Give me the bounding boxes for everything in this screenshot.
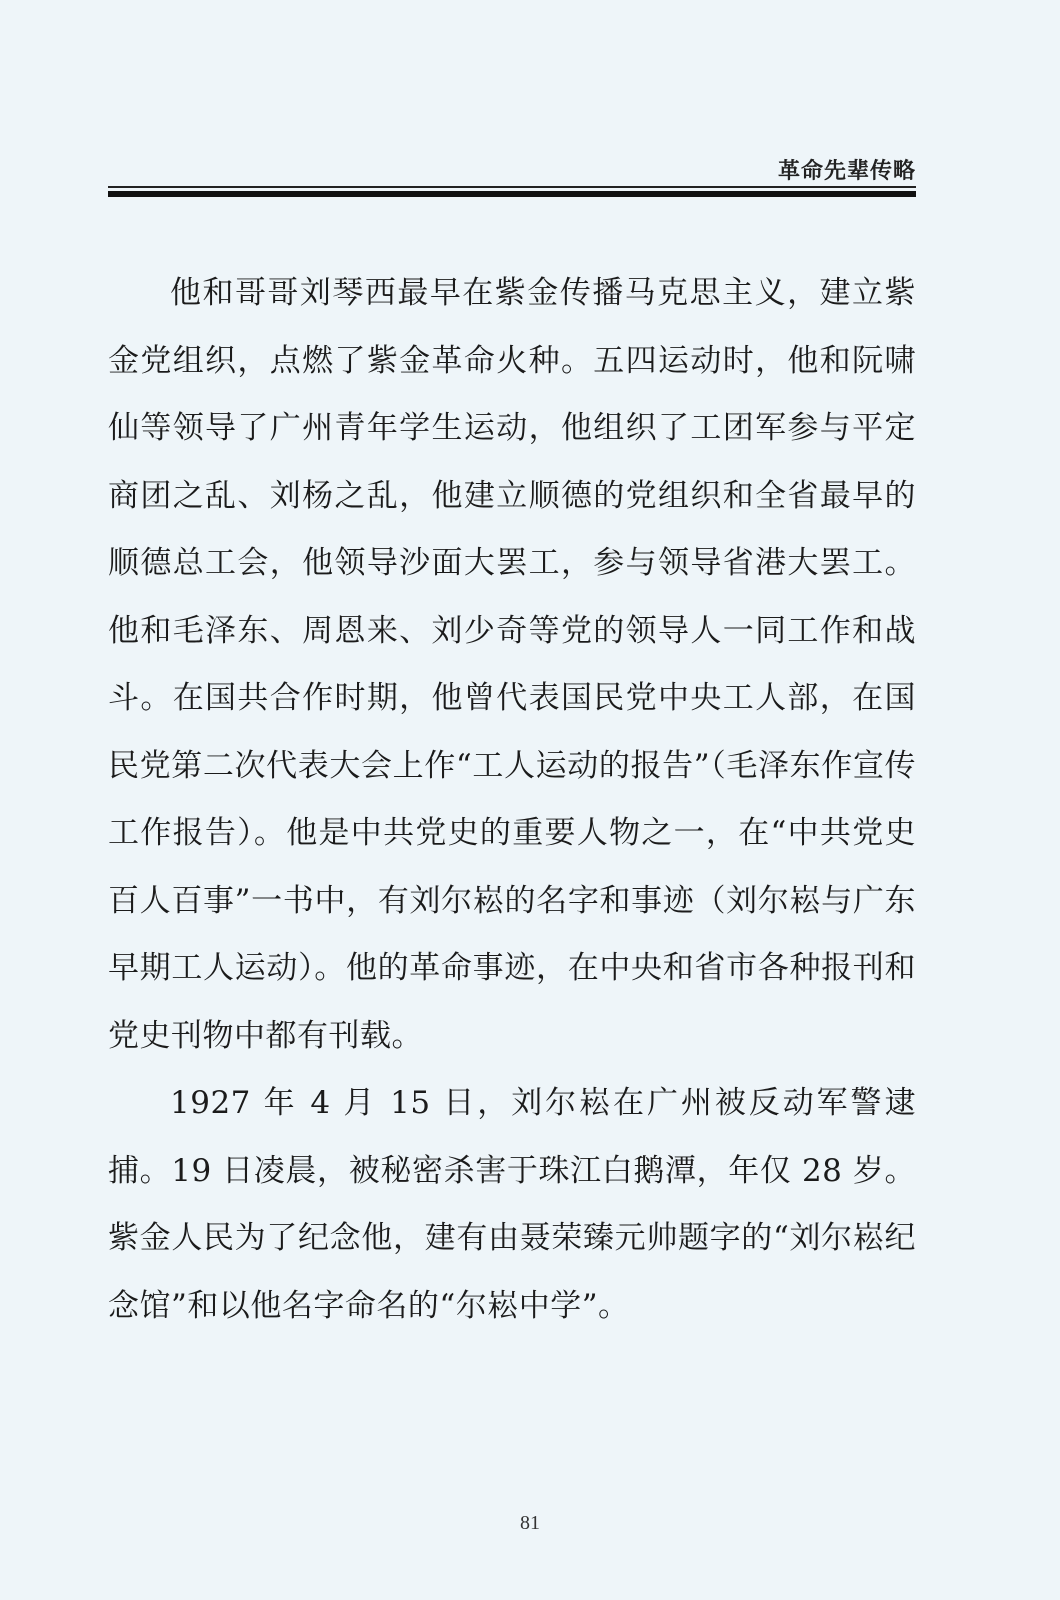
running-header-title: 革命先辈传略 [777, 159, 916, 184]
paragraph: 1927 年 4 月 15 日，刘尔崧在广州被反动军警逮捕。19 日凌晨，被秘密杀害于珠江白鹅潭，年仅 28 岁。紫金人民为了纪念他，建有由聂荣臻元帅题字的“刘尔崧纪念馆”和以他名字命名的“尔崧中学”。 [108, 1085, 916, 1324]
page-number: 81 [520, 1512, 540, 1534]
header-rule-thick [108, 191, 916, 197]
body-text [108, 260, 916, 1340]
paragraph: 他和哥哥刘琴西最早在紫金传播马克思主义，建立紫金党组织，点燃了紫金革命火种。五四运动时，他和阮啸仙等领导了广州青年学生运动，他组织了工团军参与平定商团之乱、刘杨之乱，他建立顺德的党组织和全省最早的顺德总工会，他领导沙面大罢工，参与领导省港大罢工。他和毛泽东、周恩来、刘少奇等党的领导人一同工作和战斗。在国共合作时期，他曾代表国民党中央工人部，在国民党第二次代表大会上作“工人运动的报告”（毛泽东作宣传工作报告）。他是中共党史的重要人物之一，在“中共党史百人百事”一书中，有刘尔崧的名字和事迹（刘尔崧与广东早期工人运动）。他的革命事迹，在中央和省市各种报刊和党史刊物中都有刊载。 [108, 275, 916, 1054]
header-rule-thin [108, 186, 916, 188]
